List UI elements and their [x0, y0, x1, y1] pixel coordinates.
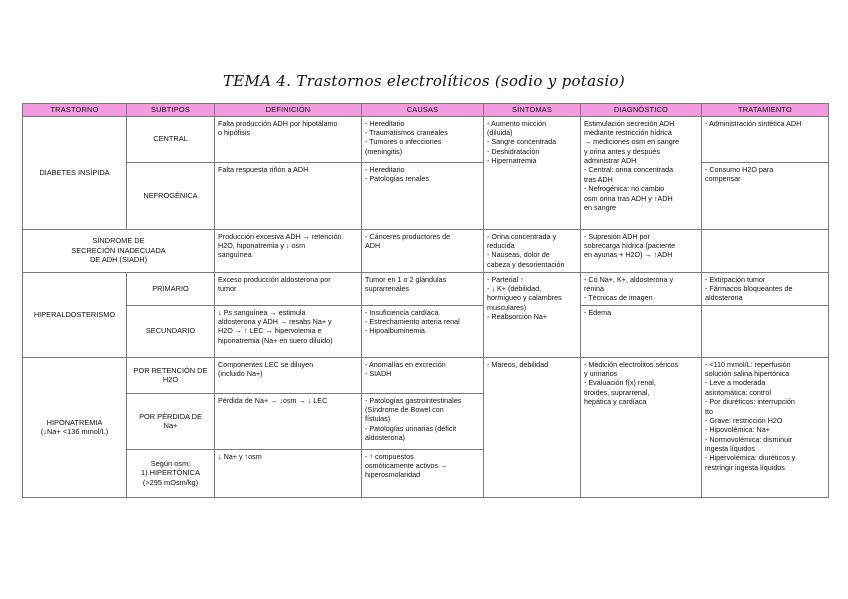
disorder-name: SÍNDROME DE SECRECIÓN INADECUADA DE ADH (SIADH) [23, 229, 215, 272]
causes-cell: - Hereditario - Traumatismos craneales - Tumores o infecciones (meningitis) [362, 116, 484, 162]
table-row [23, 116, 829, 162]
diagnosis-cell: - Edema [581, 305, 702, 357]
header-tratamiento: TRATAMIENTO [702, 104, 829, 117]
diagnosis-cell: - Supresión ADH por sobrecarga hídrica (paciente en ayunas + H2O) → ↑ADH [581, 229, 702, 272]
disorder-name: HIPONATREMIA (↓Na+ <136 mmol/L) [23, 357, 127, 497]
subtype-cell: NEFROGÉNICA [127, 162, 215, 229]
definition-cell: Componentes LEC se diluyen (incluido Na+) [215, 357, 362, 393]
definition-cell: ↓ Ps sanguínea → estimula aldosterona y ADH → resabs Na+ y H2O → ↑ LEC → hipervolemia e hiponatremia (Na+ en suero diluido) [215, 305, 362, 357]
subtype-cell: PRIMARIO [127, 272, 215, 305]
definition-cell: Pérdida de Na+ → ↓osm → ↓ LEC [215, 393, 362, 449]
symptoms-cell: - Orina concentrada y reducida - Nauseas, dolor de cabeza y desorientación [484, 229, 581, 272]
disorder-name: DIABETES INSÍPIDA [23, 116, 127, 229]
disorder-name: HIPERALDOSTERISMO [23, 272, 127, 357]
table-row [23, 272, 829, 305]
treatment-cell [702, 229, 829, 272]
symptoms-cell: - Parterial ↑ - ↓ K+ (debilidad, hormigueo y calambres musculares) - Reabsorción Na+ [484, 272, 581, 357]
causes-cell: - Hereditario - Patologías renales [362, 162, 484, 229]
causes-cell: - Cánceres productores de ADH [362, 229, 484, 272]
causes-cell: - Anomalías en excreción - SIADH [362, 357, 484, 393]
table-row [23, 305, 829, 357]
treatment-cell: - <110 mmol/L: reperfusión solución salina hipertónica - Leve a moderada asintomática: control - Por diuréticos: interrupción tto - Grave: restricción H2O - Hipovolémica: Na+ - Normovolémica: disminuir ingesta líquidos - Hipervolémica: diuréticos y restringir ingesta líquidos [702, 357, 829, 497]
header-subtipos: SUBTIPOS [127, 104, 215, 117]
subtype-cell: CENTRAL [127, 116, 215, 162]
disorders-table [22, 103, 829, 498]
definition-cell: Falta producción ADH por hipotálamo o hipófisis [215, 116, 362, 162]
causes-cell: - Insuficiencia cardíaca - Estrechamiento arteria renal - Hipoalbuminemia [362, 305, 484, 357]
diagnosis-cell: - Co Na+, K+, aldosterona y renina - Técnicas de imagen [581, 272, 702, 305]
table-row [23, 162, 829, 229]
header-trastorno: TRASTORNO [23, 104, 127, 117]
definition-cell: ↓ Na+ y ↑osm [215, 449, 362, 497]
treatment-cell: - Consumo H2O para compensar [702, 162, 829, 229]
symptoms-cell: - Mareos, debilidad [484, 357, 581, 497]
page-title: TEMA 4. Trastornos electrolíticos (sodio y potasio) [223, 72, 625, 90]
treatment-cell: - Administración sintética ADH [702, 116, 829, 162]
subtype-cell: POR PÉRDIDA DE Na+ [127, 393, 215, 449]
definition-cell: Falta respuesta riñón a ADH [215, 162, 362, 229]
diagnosis-cell: - Medición electrolitos séricos y urinarios - Evaluación f(x) renal, tiroides, suprarrenal, hepática y cardíaca [581, 357, 702, 497]
header-definicion: DEFINICIÓN [215, 104, 362, 117]
causes-cell: - ↑ compuestos osmóticamente activos → hiperosmolaridad [362, 449, 484, 497]
header-causas: CAUSAS [362, 104, 484, 117]
table-row [23, 229, 829, 272]
treatment-cell [702, 305, 829, 357]
header-row [23, 104, 829, 117]
treatment-cell: - Extirpación tumor - Fármacos bloqueantes de aldosterona [702, 272, 829, 305]
subtype-cell: POR RETENCIÓN DE H2O [127, 357, 215, 393]
definition-cell: Producción excesiva ADH → retención H2O, hiponatremia y ↓ osm sanguínea [215, 229, 362, 272]
symptoms-cell: - Aumento micción (diluida) - Sangre concentrada - Deshidratación - Hipernatremia [484, 116, 581, 229]
table-row [23, 357, 829, 393]
causes-cell: Tumor en 1 o 2 glándulas suprarrenales [362, 272, 484, 305]
definition-cell: Exceso producción aldosterona por tumor [215, 272, 362, 305]
subtype-cell: SECUNDARIO [127, 305, 215, 357]
header-diagnostico: DIAGNÓSTICO [581, 104, 702, 117]
header-sintomas: SÍNTOMAS [484, 104, 581, 117]
causes-cell: - Patologías gastrointestinales (Síndrome de Bowel con fístulas) - Patologías urinarias (déficit aldosterona) [362, 393, 484, 449]
diagnosis-cell: Estimulación secreción ADH mediante restricción hídrica → mediciones osm en sangre y orina antes y después administrar ADH - Central: orina concentrada tras ADH - Nefrogénica: no cambio osm orina tras ADH y ↑ADH en sangre [581, 116, 702, 229]
subtype-cell: Según osm: 1) HIPERTÓNICA (>295 mOsm/kg) [127, 449, 215, 497]
